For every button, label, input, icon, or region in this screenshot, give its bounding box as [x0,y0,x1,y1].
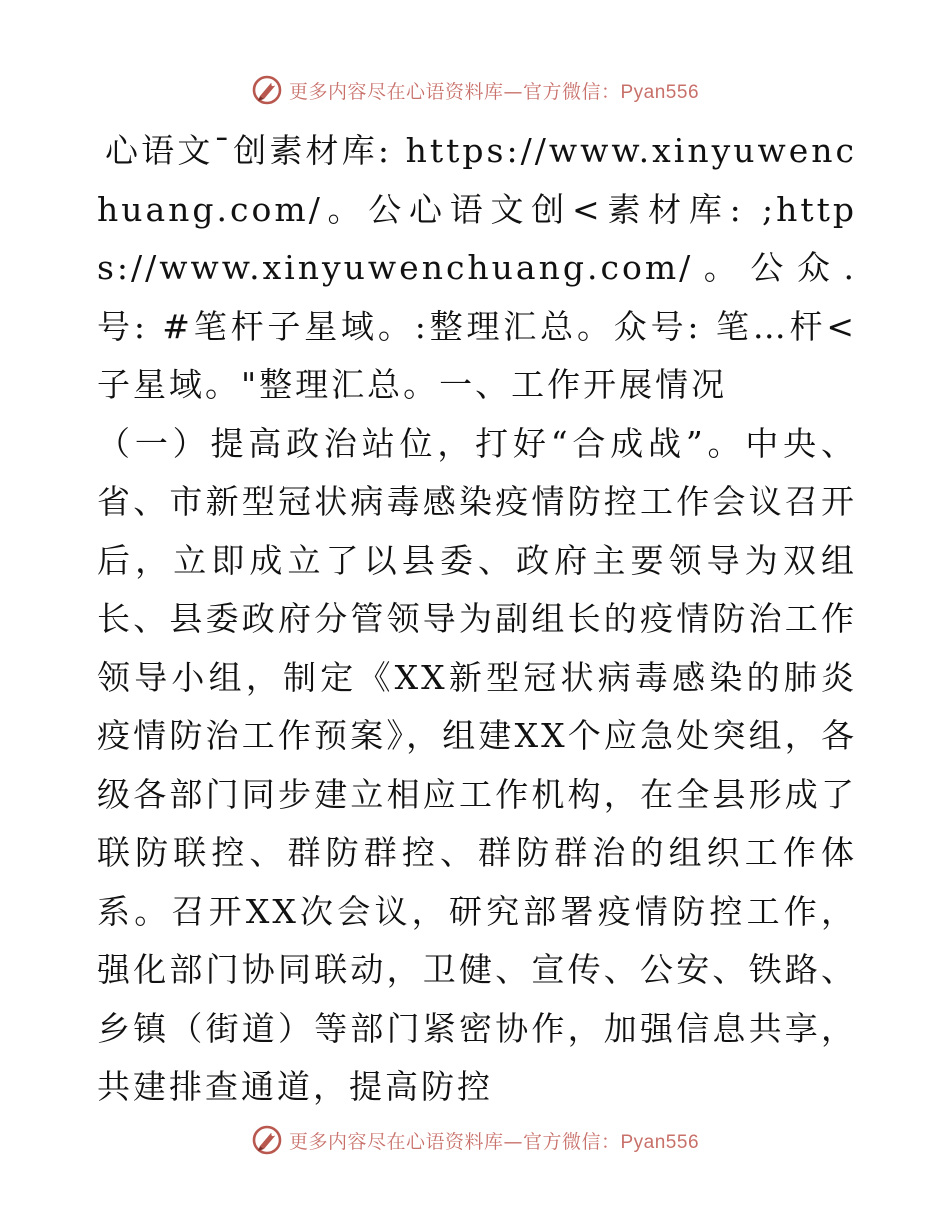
header-banner-wechat: 官方微信：Pyan556 [523,81,700,103]
paragraph-1: 心语文¯创素材库: https://www.xinyuwenchuang.com/。公心语文创<素材库: ;https://www.xinyuwenchuang.com/。公众.号: #笔杆子星域。:整理汇总。众号: 笔…杆<子星域。"整理汇总。一、工作开展情况 [97,131,857,404]
footer-banner-text [289,1127,699,1154]
footer-banner-inner [251,1124,699,1156]
footer-banner-wechat: 官方微信：Pyan556 [523,1131,700,1153]
footer-banner [0,1120,950,1160]
header-banner-text [289,77,699,104]
pen-circle-logo-icon [251,1124,283,1156]
footer-banner-main: 更多内容尽在心语资料库 [288,1130,504,1153]
header-banner [0,70,950,110]
document-body [97,122,857,1117]
footer-banner-sep: — [503,1130,523,1153]
paragraph-2: （一）提高政治站位，打好“合成战”。中央、省、市新型冠状病毒感染疫情防控工作会议召开后，立即成立了以县委、政府主要领导为双组长、县委政府分管领导为副组长的疫情防治工作领导小组，制定《XX新型冠状病毒感染的肺炎疫情防治工作预案》，组建XX个应急处突组，各级各部门同步建立相应工作机构，在全县形成了联防联控、群防群控、群防群治的组织工作体系。召开XX次会议，研究部署疫情防控工作，强化部门协同联动，卫健、宣传、公安、铁路、乡镇（街道）等部门紧密协作，加强信息共享，共建排查通道，提高防控 [97,423,857,1106]
header-banner-inner [251,74,699,106]
pen-circle-logo-icon [251,74,283,106]
header-banner-sep: — [503,80,523,103]
header-banner-main: 更多内容尽在心语资料库 [288,80,504,103]
